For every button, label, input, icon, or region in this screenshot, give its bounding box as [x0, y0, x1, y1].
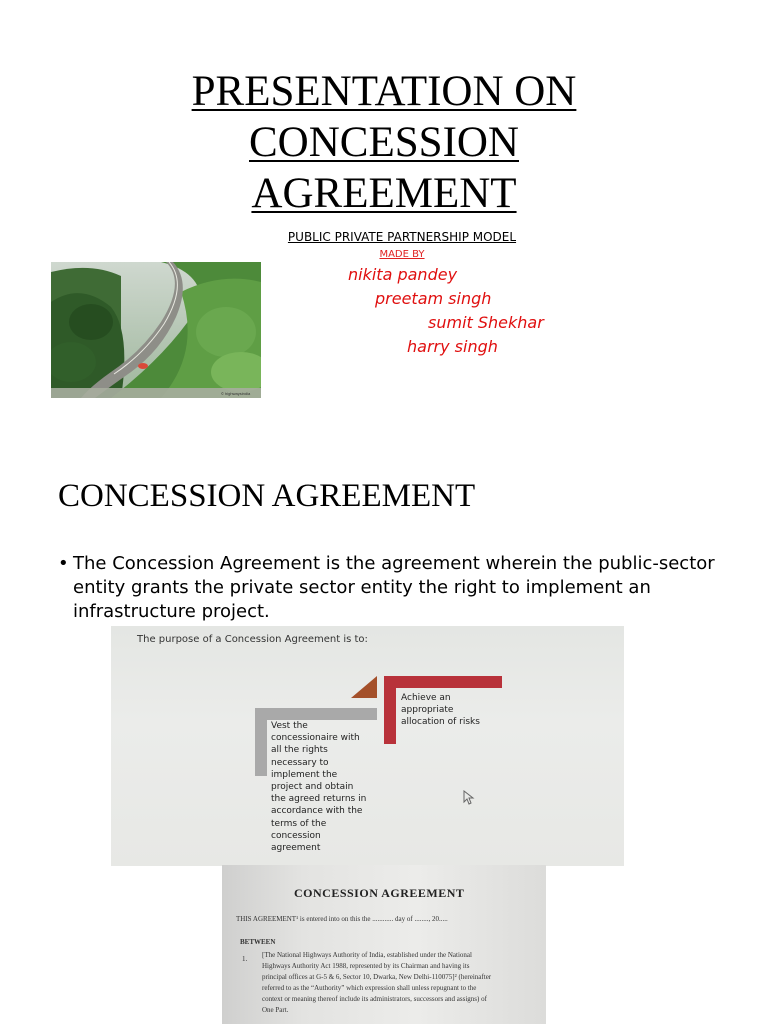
- highway-illustration: [51, 262, 261, 398]
- title-line: AGREEMENT: [251, 170, 517, 217]
- author-name: preetam singh: [375, 289, 492, 308]
- document-line: context or meaning thereof include its administrators, successors and assigns) of: [262, 995, 487, 1003]
- document-line: THIS AGREEMENT¹ is entered into on this the ............ day of ........, 20.....: [236, 915, 448, 923]
- grey-bracket-top: [255, 708, 377, 720]
- document-title: CONCESSION AGREEMENT: [294, 886, 465, 900]
- text-line: concession: [271, 830, 321, 841]
- text-line: accordance with the: [271, 806, 363, 817]
- red-bracket-top: [384, 676, 502, 688]
- text-line: implement the: [271, 769, 338, 780]
- text-line: terms of the: [271, 818, 327, 829]
- text-line: allocation of risks: [401, 717, 480, 727]
- mouse-cursor-icon: [463, 790, 475, 806]
- made-by-label: MADE BY: [379, 249, 425, 260]
- document-line: principal offices at G-5 & 6, Sector 10, Dwarka, New Delhi-110075]² (hereinafter: [262, 973, 492, 981]
- author-name: sumit Shekhar: [428, 313, 544, 332]
- agreement-document-photo: [222, 865, 546, 1024]
- bullet-text: The Concession Agreement is the agreement wherein the public-sector entity grants the private sector entity the right to implement an infrastructure project.: [73, 553, 715, 622]
- text-line: all the rights: [271, 745, 328, 756]
- title-line: PRESENTATION ON: [191, 68, 577, 115]
- photo-caption: © highwaysindia: [221, 391, 251, 396]
- text-line: Vest the: [271, 721, 308, 731]
- bullet-symbol: •: [58, 553, 69, 574]
- slide-heading: CONCESSION AGREEMENT: [58, 478, 476, 514]
- document-between: BETWEEN: [240, 938, 276, 946]
- bullet-point: [58, 552, 718, 624]
- document-item-number: 1.: [242, 955, 248, 963]
- author-name: nikita pandey: [348, 265, 458, 284]
- text-line: appropriate: [401, 705, 454, 715]
- document-line: One Part.: [262, 1006, 289, 1014]
- left-box-text: [271, 720, 366, 854]
- title-line: CONCESSION: [249, 119, 519, 166]
- subtitle: PUBLIC PRIVATE PARTNERSHIP MODEL: [287, 230, 517, 244]
- presentation-title: [0, 66, 768, 219]
- highway-photo: [51, 262, 261, 398]
- text-line: concessionaire with: [271, 733, 360, 744]
- purpose-diagram-photo: [111, 626, 624, 866]
- arrow-icon: [351, 676, 377, 698]
- text-line: Achieve an: [401, 693, 451, 703]
- red-bracket-side: [384, 676, 396, 744]
- document-line: Highways Authority Act 1988, represented by its Chairman and having its: [262, 962, 470, 970]
- author-name: harry singh: [407, 337, 498, 356]
- document-line: referred to as the “Authority” which expression shall unless repugnant to the: [262, 984, 477, 992]
- text-line: necessary to: [271, 757, 329, 768]
- diagram-title: The purpose of a Concession Agreement is to:: [137, 634, 368, 645]
- text-line: the agreed returns in: [271, 794, 367, 805]
- text-line: project and obtain: [271, 782, 354, 793]
- text-line: agreement: [271, 843, 321, 854]
- document-line: [The National Highways Authority of India, established under the National: [262, 951, 472, 959]
- right-box-text: [401, 692, 480, 728]
- content-slide: [0, 440, 768, 1024]
- grey-bracket-side: [255, 708, 267, 776]
- title-slide: [0, 0, 768, 440]
